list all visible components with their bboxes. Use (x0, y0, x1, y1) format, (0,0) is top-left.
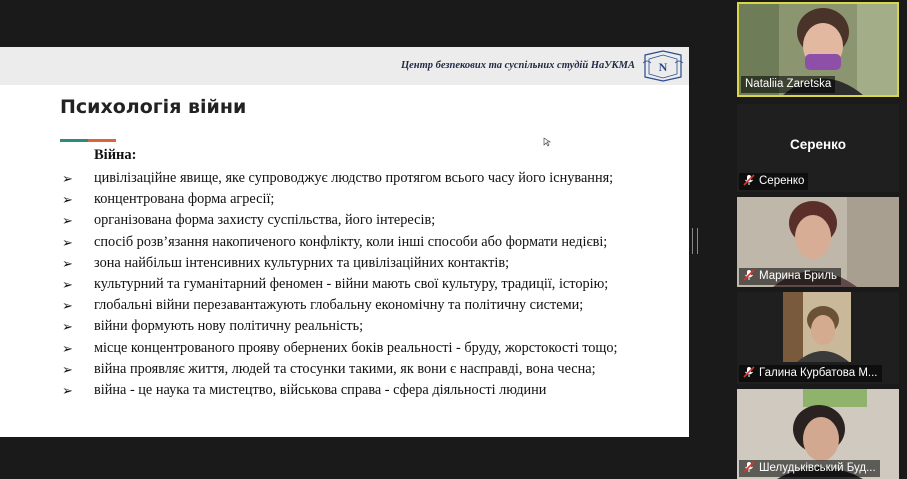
mic-muted-icon (743, 366, 755, 378)
bullet-item (62, 274, 618, 295)
mic-muted-icon (743, 174, 755, 186)
bullet-item (62, 359, 618, 380)
bullet-item (62, 380, 618, 401)
title-underline (60, 139, 116, 142)
bullet-list (62, 168, 618, 401)
mic-muted-icon (743, 461, 755, 473)
bullet-arrow-icon: ➢ (62, 340, 73, 356)
bullet-arrow-icon: ➢ (62, 234, 73, 250)
bullet-item (62, 232, 618, 253)
mic-muted-icon (743, 269, 755, 281)
svg-text:N: N (658, 60, 668, 74)
bullet-arrow-icon: ➢ (62, 298, 73, 314)
bullet-text: війни формують нову політичну реальність; (94, 318, 364, 335)
participant-tile-sheludkivskyi[interactable] (737, 389, 899, 479)
header-organization-text: Центр безпекових та суспільних студій НаУКМА (400, 60, 635, 71)
bullet-arrow-icon: ➢ (62, 319, 73, 335)
bullet-arrow-icon: ➢ (62, 255, 73, 271)
bullet-text: глобальні війни перезавантажують глобальну економічну та політичну системи; (94, 297, 584, 314)
bullet-text: зона найбільш інтенсивних культурних та цивілізаційних контактів; (94, 254, 510, 271)
underline-orange (88, 139, 116, 142)
bullet-item (62, 253, 618, 274)
slide-header (0, 47, 689, 85)
participant-tile-maryna[interactable] (737, 197, 899, 287)
bullet-arrow-icon: ➢ (62, 171, 73, 186)
participant-tile-serenko[interactable] (737, 104, 899, 192)
participant-name-label: Марина Бриль (739, 268, 841, 285)
participant-name-label: Nataliia Zaretska (741, 76, 835, 93)
underline-teal (60, 139, 88, 142)
participant-name-label: Галина Курбатова М... (739, 365, 882, 382)
bullet-text: культурний та гуманітарний феномен - війни мають свої культуру, традиції, історію; (94, 275, 609, 292)
bullet-item (62, 168, 618, 189)
participant-tile-halyna[interactable] (737, 292, 899, 384)
bullet-item (62, 338, 618, 359)
bullet-text: місце концентрованого прояву обернених боків реальності - бруду, жорстокості тощо; (94, 339, 618, 356)
bullet-text: спосіб розв’язання накопиченого конфлікту, коли інші способи або формати недієві; (94, 233, 608, 250)
mouse-cursor-icon (543, 137, 551, 147)
bullet-item (62, 316, 618, 337)
naukma-logo-icon (641, 49, 685, 83)
bullet-arrow-icon: ➢ (62, 192, 73, 208)
bullet-item (62, 189, 618, 210)
bullet-text: війна проявляє життя, людей та стосунки такими, як вони є насправді, вона чесна; (94, 360, 596, 377)
bullet-arrow-icon: ➢ (62, 276, 73, 292)
bullet-item (62, 210, 618, 231)
bullet-text: цивілізаційне явище, яке супроводжує людство протягом всього часу його існування; (94, 170, 614, 186)
bullet-text: організована форма захисту суспільства, його інтересів; (94, 212, 436, 229)
slide-title: Психологія війни (60, 96, 247, 118)
participant-tile-nataliia[interactable] (737, 2, 899, 97)
shared-screen-slide (0, 47, 689, 437)
participant-name-label: Серенко (739, 173, 808, 190)
bullet-arrow-icon: ➢ (62, 361, 73, 377)
bullet-arrow-icon: ➢ (62, 213, 73, 229)
bullet-text: війна - це наука та мистецтво, військова справа - сфера діяльності людини (94, 381, 547, 398)
bullet-item (62, 295, 618, 316)
panel-resize-handle[interactable] (692, 228, 698, 254)
participant-name-label: Шелудьківський Буд... (739, 460, 880, 477)
bullet-text: концентрована форма агресії; (94, 191, 275, 208)
section-heading: Війна: (94, 147, 137, 163)
bullet-arrow-icon: ➢ (62, 382, 73, 398)
participant-display-name: Серенко (790, 137, 846, 152)
